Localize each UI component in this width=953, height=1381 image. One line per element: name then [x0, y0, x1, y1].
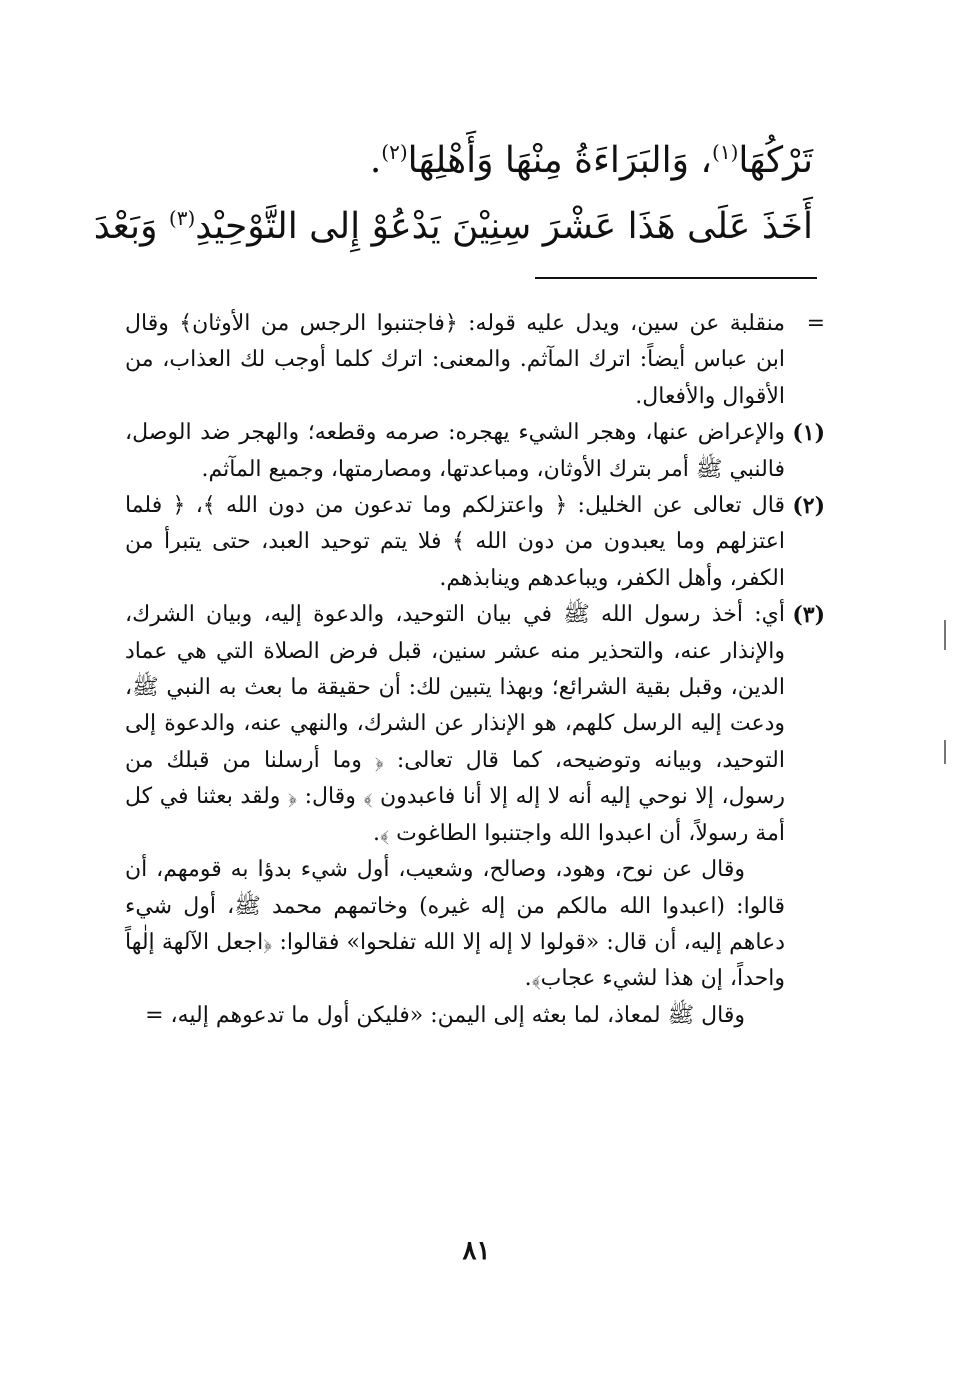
footnote-3	[125, 597, 825, 852]
footnote-text: والإعراض عنها، وهجر الشيء يهجره: صرمه وقطعه؛ والهجر ضد الوصل، فالنبي ﷺ أمر بترك الأوثان، ومباعدتها، ومصارمتها، وجميع المآثم.	[125, 420, 785, 482]
footnote-continued	[125, 306, 825, 415]
main-text-segment: تَرْكُهَا	[738, 140, 813, 181]
footnote-number: (٣)	[792, 602, 825, 629]
footnote-ref-1: (١)	[712, 140, 739, 164]
main-text-segment: .	[369, 140, 382, 181]
footnote-number: (١)	[792, 420, 825, 447]
footnote-text: منقلبة عن سين، ويدل عليه قوله: ﴿فاجتنبوا الرجس من الأوثان﴾ وقال ابن عباس أيضاً: اترك المآثم. والمعنى: اترك كلما أوجب لك العذاب، من الأقوال والأفعال.	[125, 311, 785, 409]
footnote-divider	[535, 277, 817, 279]
footnote-text: أي: أخذ رسول الله ﷺ في بيان التوحيد، والدعوة إليه، وبيان الشرك، والإنذار عنه، والتحذير منه عشر سنين، قبل فرض الصلاة التي هي عماد الدين، وقبل بقية الشرائع؛ وبهذا يتبين لك: أن حقيقة ما بعث به النبي ﷺ، ودعت إليه الرسل كلهم، هو الإنذار عن الشرك، والنهي عنه، والدعوة إلى التوحيد، وبيانه وتوضيحه، كما قال تعالى: ﴿ وما أرسلنا من قبلك من رسول، إلا نوحي إليه أنه لا إله إلا أنا فاعبدون ﴾ وقال: ﴿ ولقد بعثنا في كل أمة رسولاً، أن اعبدوا الله واجتنبوا الطاغوت ﴾.	[125, 602, 785, 846]
footnotes	[125, 306, 825, 1034]
main-text-segment: أَخَذَ عَلَى هَذَا عَشْرَ سِنِيْنَ يَدْعُوْ إِلى التَّوْحِيْدِ	[195, 206, 813, 247]
main-text-segment: وَبَعْدَ	[93, 206, 169, 247]
footnote-1	[125, 415, 825, 488]
main-text-line-2	[93, 194, 813, 260]
footnote-ref-3: (٣)	[168, 206, 196, 230]
footnote-ref-2: (٢)	[381, 140, 408, 164]
page-number: ٨١	[462, 1236, 491, 1266]
footnote-paragraph-1: وقال عن نوح، وهود، وصالح، وشعيب، أول شيء بدؤا به قومهم، أن قالوا: (اعبدوا الله مالكم من إله غيره) وخاتمهم محمد ﷺ، أول شيء دعاهم إليه، أن قال: «قولوا لا إله إلا الله تفلحوا» فقالوا: ﴿اجعل الآلهة إلٰهاً واحداً، إن هذا لشيء عجاب﴾.	[125, 857, 785, 992]
footnote-text: قال تعالى عن الخليل: ﴿ واعتزلكم وما تدعون من دون الله ﴾، ﴿ فلما اعتزلهم وما يعبدون من دون الله ﴾ فلا يتم توحيد العبد، حتى يتبرأ من الكفر، وأهل الكفر، ويباعدهم وينابذهم.	[125, 493, 785, 591]
continued-mark: =	[806, 311, 825, 336]
scan-edge-mark	[944, 740, 946, 764]
main-text-segment: ، وَالبَرَاءَةُ مِنْهَا وَأَهْلِهَا	[407, 140, 713, 181]
footnote-number: (٢)	[792, 493, 825, 520]
scan-edge-mark	[944, 620, 946, 650]
footnote-paragraph-2: وقال ﷺ لمعاذ، لما بعثه إلى اليمن: «فليكن أول ما تدعوهم إليه، =	[145, 1002, 745, 1028]
footnote-2	[125, 488, 825, 597]
main-text-line-1	[123, 128, 813, 194]
